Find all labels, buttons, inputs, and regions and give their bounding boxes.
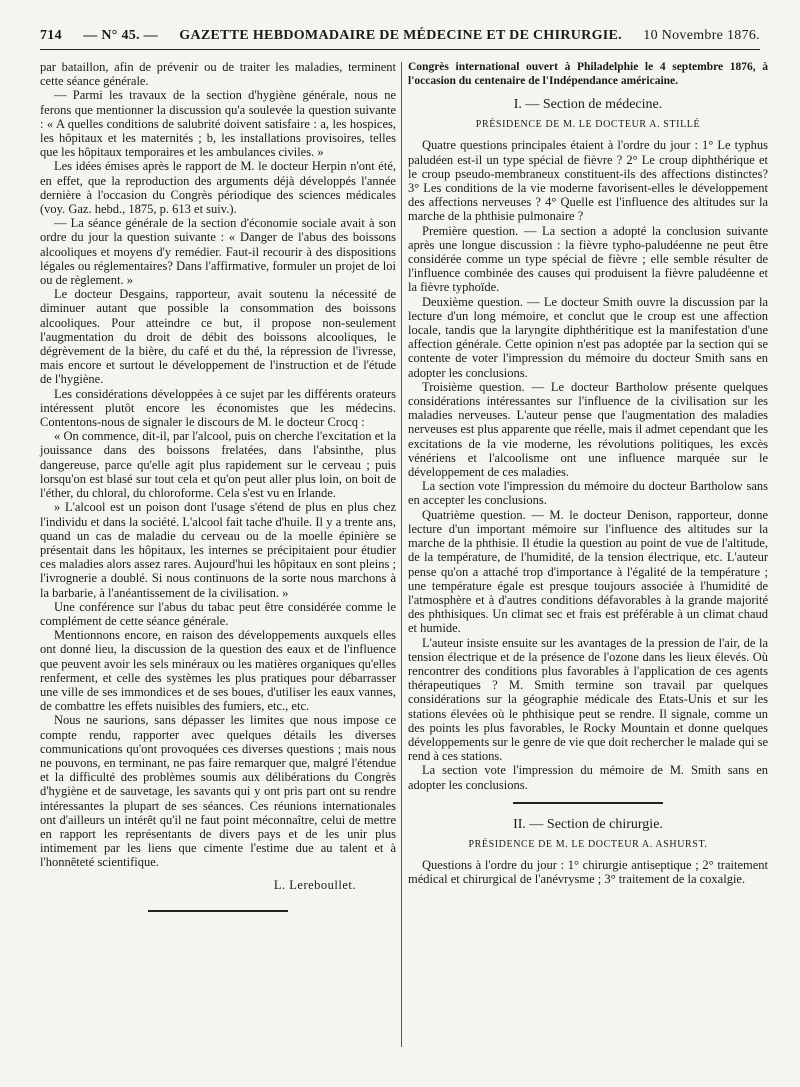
paragraph: Quatrième question. — M. le docteur Denison, rapporteur, donne lecture d'un important mémoire sur l'influence des altitudes sur la marche de la phthisie. Il étudie la question au point de vue de l'altitude, de la température, de l'humidité, de la tension électrique, etc. L'auteur pense qu'on a attaché trop d'importance à l'égalité de la température ; une température égale est presque toujours associée à l'humidité de l'atmosphère et à d'autres conditions défavorables à la grande majorité des phthisiques. Un climat sec et frais est préférable à un climat chaud et humide. [408,507,768,636]
page-header [40,26,760,46]
paragraph: — La séance générale de la section d'économie sociale avait à son ordre du jour la question suivante : « Danger de l'abus des boissons alcooliques et moyens d'y remédier. Faut-il recourir à des dispositions légales ou réglementaires? Dans l'affirmative, formuler un projet de loi ou de règlement. » [40,216,396,288]
paragraph: Troisième question. — Le docteur Bartholow présente quelques considérations intéressantes sur l'influence de la civilisation sur les maladies nerveuses. L'auteur pense que l'augmentation des maladies nerveuses est plus apparente que réelle, mais il admet cependant que les excitations de la vie moderne, les révolutions politiques, les excès vénériens et l'alcoolisme ont une influence marquée sur le développement de ces maladies. [408,379,768,480]
end-rule [148,910,288,912]
paragraph: L'auteur insiste ensuite sur les avantages de la pression de l'air, de la tension électrique et de la présence de l'ozone dans les lieux élevés. Où rencontrer des conditions plus favorables à l'application de ces agents thérapeutiques ? M. Smith termine son travail par quelques considérations sur la géographie médicale des Etats-Unis et sur les stations élevées où le phthisique peut se rendre. Il signale, comme un des points les plus favorables, le Rocky Mountain et donne quelques développements sur le genre de vie que doit rechercher le malade qui se rend à ces stations. [408,635,768,764]
header-rule [40,49,760,50]
column-divider [401,62,402,1047]
issue-number: — N° 45. — [83,28,158,43]
paragraph: « On commence, dit-il, par l'alcool, puis on cherche l'excitation et la jouissance dans des boissons frelatées, dans l'absinthe, plus dangereuse, parce qu'elle agit plus rapidement sur le cerveau ; puis lorsqu'on est blasé sur tout cela et qu'on peut aller plus loin, on boit de l'éther, du chloral, du chloroforme. Cela s'est vu en Irlande. [40,429,396,501]
paragraph: Une conférence sur l'abus du tabac peut être considérée comme le complément de cette séance générale. [40,599,396,628]
paragraph: par bataillon, afin de prévenir ou de traiter les maladies, terminent cette séance générale. [40,60,396,89]
presidency-line: PRÉSIDENCE DE M. LE DOCTEUR A. STILLÉ [475,119,701,131]
paragraph: » L'alcool est un poison dont l'usage s'étend de plus en plus chez l'individu et dans la société. L'alcool fait tache d'huile. Il y a trente ans, quand un cas de maladie du cerveau ou de la moelle épinière se présentait dans les hôpitaux, les internes se précipitaient pour étudier ces maladies alors assez rares. Aujourd'hui les hôpitaux en sont pleins ; l'ivrognerie a doublé. Si nous continuons de la sorte nous marchons à la barbarie, à l'anéantissement de la civilisation. » [40,500,396,600]
journal-title: GAZETTE HEBDOMADAIRE DE MÉDECINE ET DE CHIRURGIE. [179,28,622,43]
author-signature: L. Lereboullet. [273,877,356,892]
left-column [40,60,396,912]
section-rule [513,802,663,804]
paragraph: Deuxième question. — Le docteur Smith ouvre la discussion par la lecture d'un long mémoire, et conclut que le croup est une affection locale, tandis que la laryngite diphthéritique est la manifestation d'une affection générale. Cette opinion n'est pas adoptée par la section qui se contente de voter l'impression du mémoire du docteur Smith sans en adopter les conclusions. [408,294,768,380]
paragraph: Nous ne saurions, sans dépasser les limites que nous impose ce compte rendu, rapporter avec quelques détails les diverses communications qu'ont provoquées ces diverses questions ; mais nous ne pouvons, en terminant, ne pas faire remarquer que, malgré l'étendue et la difficulté des problèmes soumis aux délibérations du Congrès d'hygiène et de sauvetage, les savants qui y ont pris part ont su rendre intéressantes la plupart de ses séances. Ces réunions internationales ont d'ailleurs un intérêt qu'il ne faut point méconnaître, celui de mettre en rapport les représentants de divers pays et de les unir plus intimement par les liens que cimente l'estime due au talent et à l'honnêteté scientifique. [40,713,396,870]
page-number: 714 [40,28,62,43]
paragraph: La section vote l'impression du mémoire de M. Smith sans en adopter les conclusions. [408,763,768,792]
section-title-surgery: II. — Section de chirurgie. [513,816,663,832]
issue-date: 10 Novembre 1876. [643,28,760,43]
paragraph: Les idées émises après le rapport de M. le docteur Herpin n'ont été, en effet, que la reproduction des arguments déjà développés l'année dernière à l'occasion du Congrès périodique des sciences médicales (voy. Gaz. hebd., 1875, p. 613 et suiv.). [40,159,396,217]
paragraph: La section vote l'impression du mémoire du docteur Bartholow sans en accepter les conclusions. [408,479,768,508]
congress-heading: Congrès international ouvert à Philadelphie le 4 septembre 1876, à l'occasion du centenaire de l'Indépendance américaine. [408,61,768,87]
paragraph: Les considérations développées à ce sujet par les différents orateurs intéressent plutôt encore les économistes que les médecins. Contentons-nous de signaler le discours de M. le docteur Crocq : [40,386,396,430]
paragraph: Première question. — La section a adopté la conclusion suivante après une longue discussion : la fièvre typho-paludéenne ne peut être considérée comme un type spécial de fièvre ; elle semble résulter de l'influence combinée des causes qui produisent la fièvre paludéenne et la fièvre typhoïde. [408,223,768,295]
paragraph: Mentionnons encore, en raison des développements auxquels elles ont donné lieu, la discussion de la question des eaux et de l'influence que peuvent avoir les sels minéraux ou les matières organiques qu'elles renferment, et celle des systèmes les plus pratiques pour débarrasser une ville de ses immondices et de ses boues, d'utiliser les eaux vannes, de combattre les effets nuisibles des fumiers, etc., etc. [40,628,396,714]
paragraph: Quatre questions principales étaient à l'ordre du jour : 1° Le typhus paludéen est-il un type spécial de fièvre ? 2° Le croup diphthérique et le croup pseudo-membraneux constituent-ils des affections distinctes? 3° Les conditions de la vie moderne favorisent-elles le développement des affections nerveuses ? 4° Quelle est l'influence des altitudes sur la marche de la phthisie pulmonaire ? [408,138,768,224]
section-title-medicine: I. — Section de médecine. [513,97,663,112]
presidency-line: PRÉSIDENCE DE M. LE DOCTEUR A. ASHURST. [468,838,708,850]
right-column [408,60,768,887]
paragraph: Le docteur Desgains, rapporteur, avait soutenu la nécessité de diminuer autant que possible la consommation des boissons alcooliques. Pour atteindre ce but, il propose non-seulement l'augmentation du droit de débit des boissons alcooliques, le dégrèvement de la bière, du café et du thé, la répression de l'ivresse, mais encore et surtout le développement de l'instruction et de l'étude de l'hygiène. [40,287,396,387]
paragraph: — Parmi les travaux de la section d'hygiène générale, nous ne ferons que mentionner la discussion qu'a soulevée la question suivante : « A quelles conditions de salubrité doivent satisfaire : a, les hospices, les hôpitaux et les maternités ; b, les installations provisoires, telles que les hôpitaux temporaires et les ambulances civiles. » [40,88,396,160]
paragraph: Questions à l'ordre du jour : 1° chirurgie antiseptique ; 2° traitement médical et chirurgical de l'anévrysme ; 3° traitement de la coxalgie. [408,858,768,887]
